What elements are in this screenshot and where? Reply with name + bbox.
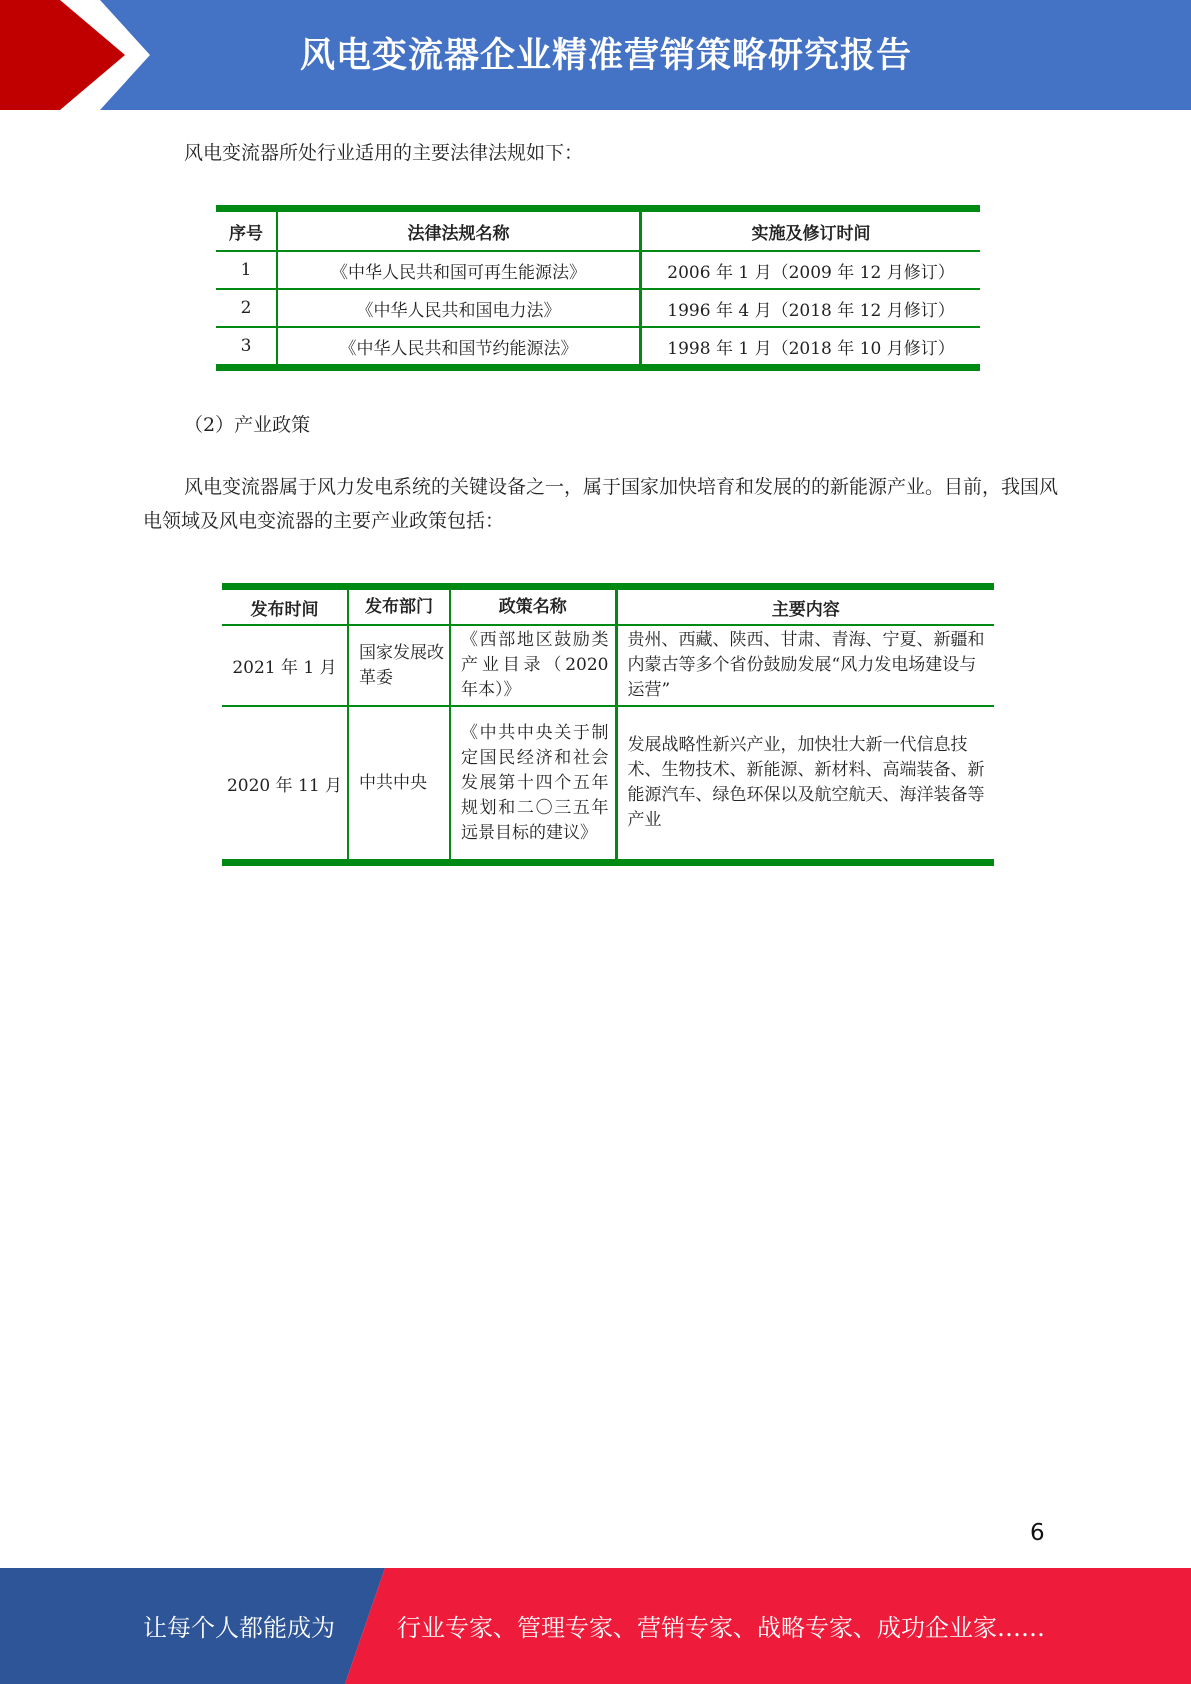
laws-table: [216, 205, 980, 371]
page-number: 6: [1030, 1520, 1045, 1546]
law-date: 2006 年 1 月（2009 年 12 月修订）: [641, 251, 981, 289]
policy-header-name: 政策名称: [450, 587, 616, 626]
law-index: 1: [216, 251, 277, 289]
law-name: 《中华人民共和国节约能源法》: [277, 327, 641, 368]
policy-intro-text: 风电变流器属于风力发电系统的关键设备之一，属于国家加快培育和发展的的新能源产业。目前，我国风电领域及风电变流器的主要产业政策包括：: [143, 476, 1059, 532]
law-index: 2: [216, 289, 277, 327]
policy-content: 发展战略性新兴产业，加快壮大新一代信息技术、生物技术、新能源、新材料、高端装备、新能源汽车、绿色环保以及航空航天、海洋装备等产业: [627, 735, 985, 830]
footer-slogan-right: 行业专家、管理专家、营销专家、战略专家、成功企业家……: [397, 1614, 1045, 1642]
table-row: [216, 251, 980, 289]
law-name: 《中华人民共和国可再生能源法》: [277, 251, 641, 289]
policy-table-header-row: [222, 587, 994, 626]
policy-name: 《西部地区鼓励类产业目录（2020 年本）》: [450, 625, 616, 706]
laws-header-date: 实施及修订时间: [641, 209, 981, 252]
section-heading: （2）产业政策: [184, 414, 311, 436]
table-row: [216, 289, 980, 327]
policy-date: 2020 年 11 月: [222, 706, 348, 863]
footer-banner: [0, 1568, 1191, 1684]
report-title: 风电变流器企业精准营销策略研究报告: [299, 36, 912, 76]
policy-header-date: 发布时间: [222, 587, 348, 626]
footer-slogan-left: 让每个人都能成为: [143, 1614, 335, 1642]
law-name: 《中华人民共和国电力法》: [277, 289, 641, 327]
policy-header-content: 主要内容: [616, 587, 994, 626]
table-row: [222, 706, 994, 863]
policy-department: 中共中央: [348, 706, 450, 863]
table-row: [222, 625, 994, 706]
policy-content: 贵州、西藏、陕西、甘肃、青海、宁夏、新疆和内蒙古等多个省份鼓励发展“风力发电场建设与运营”: [616, 625, 994, 706]
policy-table: [222, 583, 994, 866]
table-row: [216, 327, 980, 368]
policy-header-department: 发布部门: [348, 587, 450, 626]
policy-date: 2021 年 1 月: [222, 625, 348, 706]
policy-department: 国家发展改革委: [348, 625, 450, 706]
law-date: 1996 年 4 月（2018 年 12 月修订）: [641, 289, 981, 327]
laws-intro-text: 风电变流器所处行业适用的主要法律法规如下：: [184, 142, 584, 164]
policy-name: 《中共中央关于制定国民经济和社会发展第十四个五年规划和二〇三五年远景目标的建议》: [450, 706, 616, 863]
law-index: 3: [216, 327, 277, 368]
header-banner: [0, 0, 1191, 110]
laws-table-header-row: [216, 209, 980, 252]
laws-header-name: 法律法规名称: [277, 209, 641, 252]
law-date: 1998 年 1 月（2018 年 10 月修订）: [667, 338, 955, 359]
laws-header-index: 序号: [216, 209, 277, 252]
